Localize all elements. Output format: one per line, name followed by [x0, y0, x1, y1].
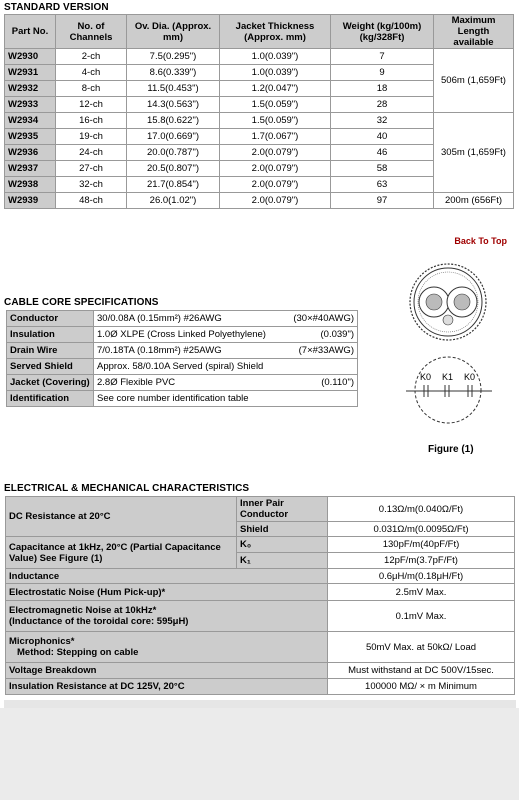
- part-no-cell: W2934: [5, 113, 55, 128]
- header-ov-dia: Ov. Dia. (Approx. mm): [127, 15, 219, 48]
- core-spec-label: Jacket (Covering): [7, 375, 93, 390]
- microphonics-value: 50mV Max. at 50kΩ/ Load: [328, 632, 514, 662]
- jacket-cell: 2.0(0.079"): [220, 177, 330, 192]
- electromagnetic-noise-label: [6, 601, 327, 631]
- ov-dia-cell: 8.6(0.339"): [127, 65, 219, 80]
- inductance-value: 0.6μH/m(0.18μH/Ft): [328, 569, 514, 583]
- core-spec-label: Served Shield: [7, 359, 93, 374]
- ov-dia-cell: 20.5(0.807"): [127, 161, 219, 176]
- standard-version-title: STANDARD VERSION: [4, 2, 109, 13]
- jacket-cell: 2.0(0.079"): [220, 193, 330, 208]
- ov-dia-cell: 11.5(0.453"): [127, 81, 219, 96]
- table-header-row: [5, 15, 513, 48]
- electromagnetic-noise-line1: Electromagnetic Noise at 10kHz*: [9, 605, 157, 616]
- fig-label-k1: K1: [442, 372, 454, 382]
- weight-cell: 63: [331, 177, 433, 192]
- core-spec-row: [7, 375, 357, 390]
- channels-cell: 48-ch: [56, 193, 126, 208]
- header-weight: Weight (kg/100m) (kg/328Ft): [331, 15, 433, 48]
- core-spec-value-cell: [94, 375, 357, 390]
- core-spec-label: Identification: [7, 391, 93, 406]
- microphonics-line1: Microphonics*: [9, 636, 75, 647]
- part-no-cell: W2932: [5, 81, 55, 96]
- part-no-cell: W2938: [5, 177, 55, 192]
- core-spec-value-cell: [94, 327, 357, 342]
- channels-cell: 24-ch: [56, 145, 126, 160]
- jacket-cell: 2.0(0.079"): [220, 145, 330, 160]
- k0-value: 130pF/m(40pF/Ft): [328, 537, 514, 552]
- inner-pair-value: 0.13Ω/m(0.040Ω/Ft): [328, 497, 514, 521]
- cable-core-title: CABLE CORE SPECIFICATIONS: [4, 297, 159, 308]
- insulation-resistance-label: Insulation Resistance at DC 125V, 20°C: [6, 679, 327, 694]
- inner-pair-label: Inner Pair Conductor: [237, 497, 327, 521]
- core-spec-row: [7, 311, 357, 326]
- jacket-cell: 1.5(0.059"): [220, 113, 330, 128]
- core-spec-value-cell: [94, 343, 357, 358]
- core-spec-extra: (0.110"): [321, 377, 354, 388]
- core-spec-extra: (30×#40AWG): [293, 313, 354, 324]
- core-spec-label: Conductor: [7, 311, 93, 326]
- electrical-title: ELECTRICAL & MECHANICAL CHARACTERISTICS: [4, 483, 250, 494]
- jacket-cell: 1.7(0.067"): [220, 129, 330, 144]
- weight-cell: 9: [331, 65, 433, 80]
- core-spec-value: 1.0Ø XLPE (Cross Linked Polyethylene): [97, 329, 266, 340]
- table-row: [5, 49, 513, 64]
- jacket-cell: 1.0(0.039"): [220, 65, 330, 80]
- channels-cell: 2-ch: [56, 49, 126, 64]
- header-max-length: Maximum Length available: [434, 15, 513, 48]
- core-spec-row: [7, 343, 357, 358]
- core-spec-value: Approx. 58/0.10A Served (spiral) Shield: [97, 361, 264, 372]
- part-no-cell: W2933: [5, 97, 55, 112]
- fig-label-k0-left: K0: [420, 372, 432, 382]
- ov-dia-cell: 17.0(0.669"): [127, 129, 219, 144]
- part-no-cell: W2937: [5, 161, 55, 176]
- core-spec-value: 30/0.08A (0.15mm²) #26AWG: [97, 313, 222, 324]
- weight-cell: 18: [331, 81, 433, 96]
- weight-cell: 28: [331, 97, 433, 112]
- weight-cell: 40: [331, 129, 433, 144]
- ov-dia-cell: 7.5(0.295"): [127, 49, 219, 64]
- voltage-breakdown-value: Must withstand at DC 500V/15sec.: [328, 663, 514, 678]
- ov-dia-cell: 14.3(0.563"): [127, 97, 219, 112]
- electromagnetic-noise-line2: (Inductance of the toroidal core: 595μH): [9, 616, 189, 627]
- core-spec-value-cell: [94, 391, 357, 406]
- insulation-resistance-value: 100000 MΩ/ × m Minimum: [328, 679, 514, 694]
- core-spec-value-cell: [94, 311, 357, 326]
- channels-cell: 4-ch: [56, 65, 126, 80]
- core-spec-label: Drain Wire: [7, 343, 93, 358]
- voltage-breakdown-label: Voltage Breakdown: [6, 663, 327, 678]
- cable-cross-section-figure: [400, 262, 502, 430]
- k0-label: K₀: [237, 537, 327, 552]
- ov-dia-cell: 15.8(0.622"): [127, 113, 219, 128]
- page-bottom-band: [0, 708, 519, 800]
- jacket-cell: 1.0(0.039"): [220, 49, 330, 64]
- microphonics-label: [6, 632, 327, 662]
- core-spec-extra: (0.039"): [320, 329, 354, 340]
- max-length-cell: 305m (1,659Ft): [434, 113, 513, 192]
- table-row: [5, 113, 513, 128]
- header-channels: No. of Channels: [56, 15, 126, 48]
- header-part-no: Part No.: [5, 15, 55, 48]
- fig-label-k0-right: K0: [464, 372, 476, 382]
- weight-cell: 97: [331, 193, 433, 208]
- core-spec-row: [7, 359, 357, 374]
- shield-value: 0.031Ω/m(0.0095Ω/Ft): [328, 522, 514, 536]
- header-jacket-thickness: Jacket Thickness (Approx. mm): [220, 15, 330, 48]
- core-spec-value-cell: [94, 359, 357, 374]
- core-spec-value: 7/0.18TA (0.18mm²) #25AWG: [97, 345, 222, 356]
- microphonics-line2: Method: Stepping on cable: [17, 647, 139, 658]
- weight-cell: 46: [331, 145, 433, 160]
- table-row: [5, 193, 513, 208]
- weight-cell: 7: [331, 49, 433, 64]
- ov-dia-cell: 21.7(0.854"): [127, 177, 219, 192]
- k1-label: K₁: [237, 553, 327, 568]
- electrostatic-noise-label: Electrostatic Noise (Hum Pick-up)*: [6, 584, 327, 600]
- inductance-label: Inductance: [6, 569, 327, 583]
- jacket-cell: 1.5(0.059"): [220, 97, 330, 112]
- weight-cell: 32: [331, 113, 433, 128]
- standard-version-table: [4, 14, 514, 209]
- electrical-table: [5, 496, 515, 695]
- cable-core-table: [6, 310, 358, 407]
- part-no-cell: W2931: [5, 65, 55, 80]
- part-no-cell: W2935: [5, 129, 55, 144]
- channels-cell: 16-ch: [56, 113, 126, 128]
- electromagnetic-noise-value: 0.1mV Max.: [328, 601, 514, 631]
- core-spec-row: [7, 327, 357, 342]
- weight-cell: 58: [331, 161, 433, 176]
- shield-label: Shield: [237, 522, 327, 536]
- channels-cell: 12-ch: [56, 97, 126, 112]
- channels-cell: 27-ch: [56, 161, 126, 176]
- figure-caption: Figure (1): [428, 444, 474, 455]
- max-length-cell: 200m (656Ft): [434, 193, 513, 208]
- channels-cell: 19-ch: [56, 129, 126, 144]
- jacket-cell: 1.2(0.047"): [220, 81, 330, 96]
- channels-cell: 8-ch: [56, 81, 126, 96]
- core-spec-label: Insulation: [7, 327, 93, 342]
- ov-dia-cell: 20.0(0.787"): [127, 145, 219, 160]
- max-length-cell: 506m (1,659Ft): [434, 49, 513, 112]
- core-spec-extra: (7×#33AWG): [298, 345, 354, 356]
- core-spec-row: [7, 391, 357, 406]
- back-to-top-link[interactable]: Back To Top: [454, 236, 507, 246]
- dc-resistance-label: DC Resistance at 20°C: [6, 497, 236, 536]
- core-spec-value: See core number identification table: [97, 393, 249, 404]
- electrostatic-noise-value: 2.5mV Max.: [328, 584, 514, 600]
- part-no-cell: W2930: [5, 49, 55, 64]
- ov-dia-cell: 26.0(1.02"): [127, 193, 219, 208]
- jacket-cell: 2.0(0.079"): [220, 161, 330, 176]
- part-no-cell: W2939: [5, 193, 55, 208]
- capacitance-label: Capacitance at 1kHz, 20°C (Partial Capacitance Value) See Figure (1): [6, 537, 236, 568]
- channels-cell: 32-ch: [56, 177, 126, 192]
- part-no-cell: W2936: [5, 145, 55, 160]
- k1-value: 12pF/m(3.7pF/Ft): [328, 553, 514, 568]
- core-spec-value: 2.8Ø Flexible PVC: [97, 377, 176, 388]
